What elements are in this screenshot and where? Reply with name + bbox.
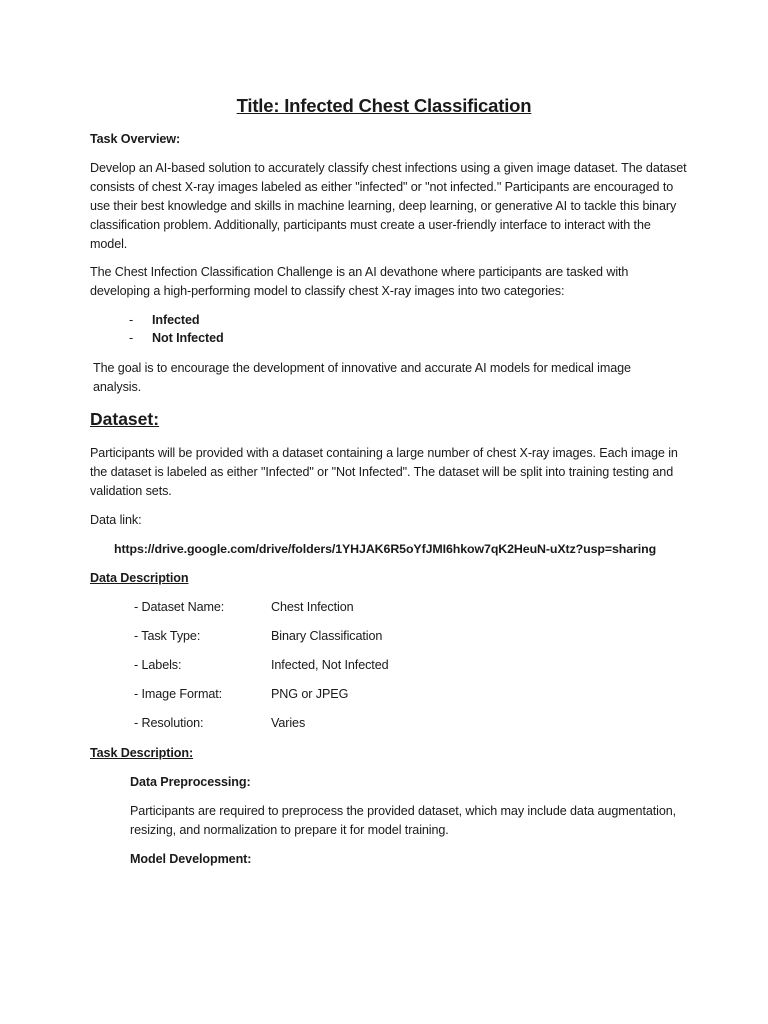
challenge-paragraph: The Chest Infection Classification Challenge is an AI devathone where participants are tasked with developing a high-performing model to classify chest X-ray images into two categories: (90, 265, 629, 298)
dataset-heading: Dataset: (90, 409, 160, 429)
description-row-label: - Image Format: (134, 687, 223, 701)
dataset-paragraph: Participants will be provided with a dataset containing a large number of chest X-ray images. Each image in the dataset is labeled as either "Infected" or "Not Infected". The dataset will be split into training testing and validation sets. (90, 446, 678, 498)
description-row-value: Chest Infection (271, 600, 354, 614)
list-dash: - (129, 331, 134, 345)
model-development-heading: Model Development: (130, 852, 252, 866)
description-row-value: Varies (271, 716, 306, 730)
description-row-label: - Dataset Name: (134, 600, 225, 614)
description-row-value: Infected, Not Infected (271, 658, 389, 672)
task-overview-heading: Task Overview: (90, 132, 181, 146)
list-dash: - (129, 313, 134, 327)
data-link-label: Data link: (90, 513, 142, 527)
task-description-heading: Task Description: (90, 746, 194, 760)
data-link-url[interactable]: https://drive.google.com/drive/folders/1YHJAK6R5oYfJMI6hkow7qK2HeuN-uXtz?usp=sharing (114, 542, 657, 556)
description-row-label: - Labels: (134, 658, 182, 672)
document-title: Title: Infected Chest Classification (236, 95, 532, 116)
task-overview-paragraph: Develop an AI-based solution to accurately classify chest infections using a given image dataset. The dataset consists of chest X-ray images labeled as either "infected" or "not infected." Participants are encouraged to use their best knowledge and skills in machine learning, deep learning, or generative AI to tackle this binary classification problem. Additionally, participants must create a user-friendly interface to interact with the model. (90, 161, 687, 251)
data-preprocessing-heading: Data Preprocessing: (130, 775, 251, 789)
description-row-value: PNG or JPEG (271, 687, 349, 701)
goal-paragraph: The goal is to encourage the development of innovative and accurate AI models for medical image analysis. (93, 361, 631, 394)
data-description-heading: Data Description (90, 571, 189, 585)
data-preprocessing-paragraph: Participants are required to preprocess the provided dataset, which may include data augmentation, resizing, and normalization to prepare it for model training. (130, 804, 677, 837)
description-row-value: Binary Classification (271, 629, 383, 643)
category-item-not-infected: Not Infected (152, 331, 224, 345)
description-row-label: - Resolution: (134, 716, 204, 730)
category-item-infected: Infected (152, 313, 200, 327)
description-row-label: - Task Type: (134, 629, 201, 643)
